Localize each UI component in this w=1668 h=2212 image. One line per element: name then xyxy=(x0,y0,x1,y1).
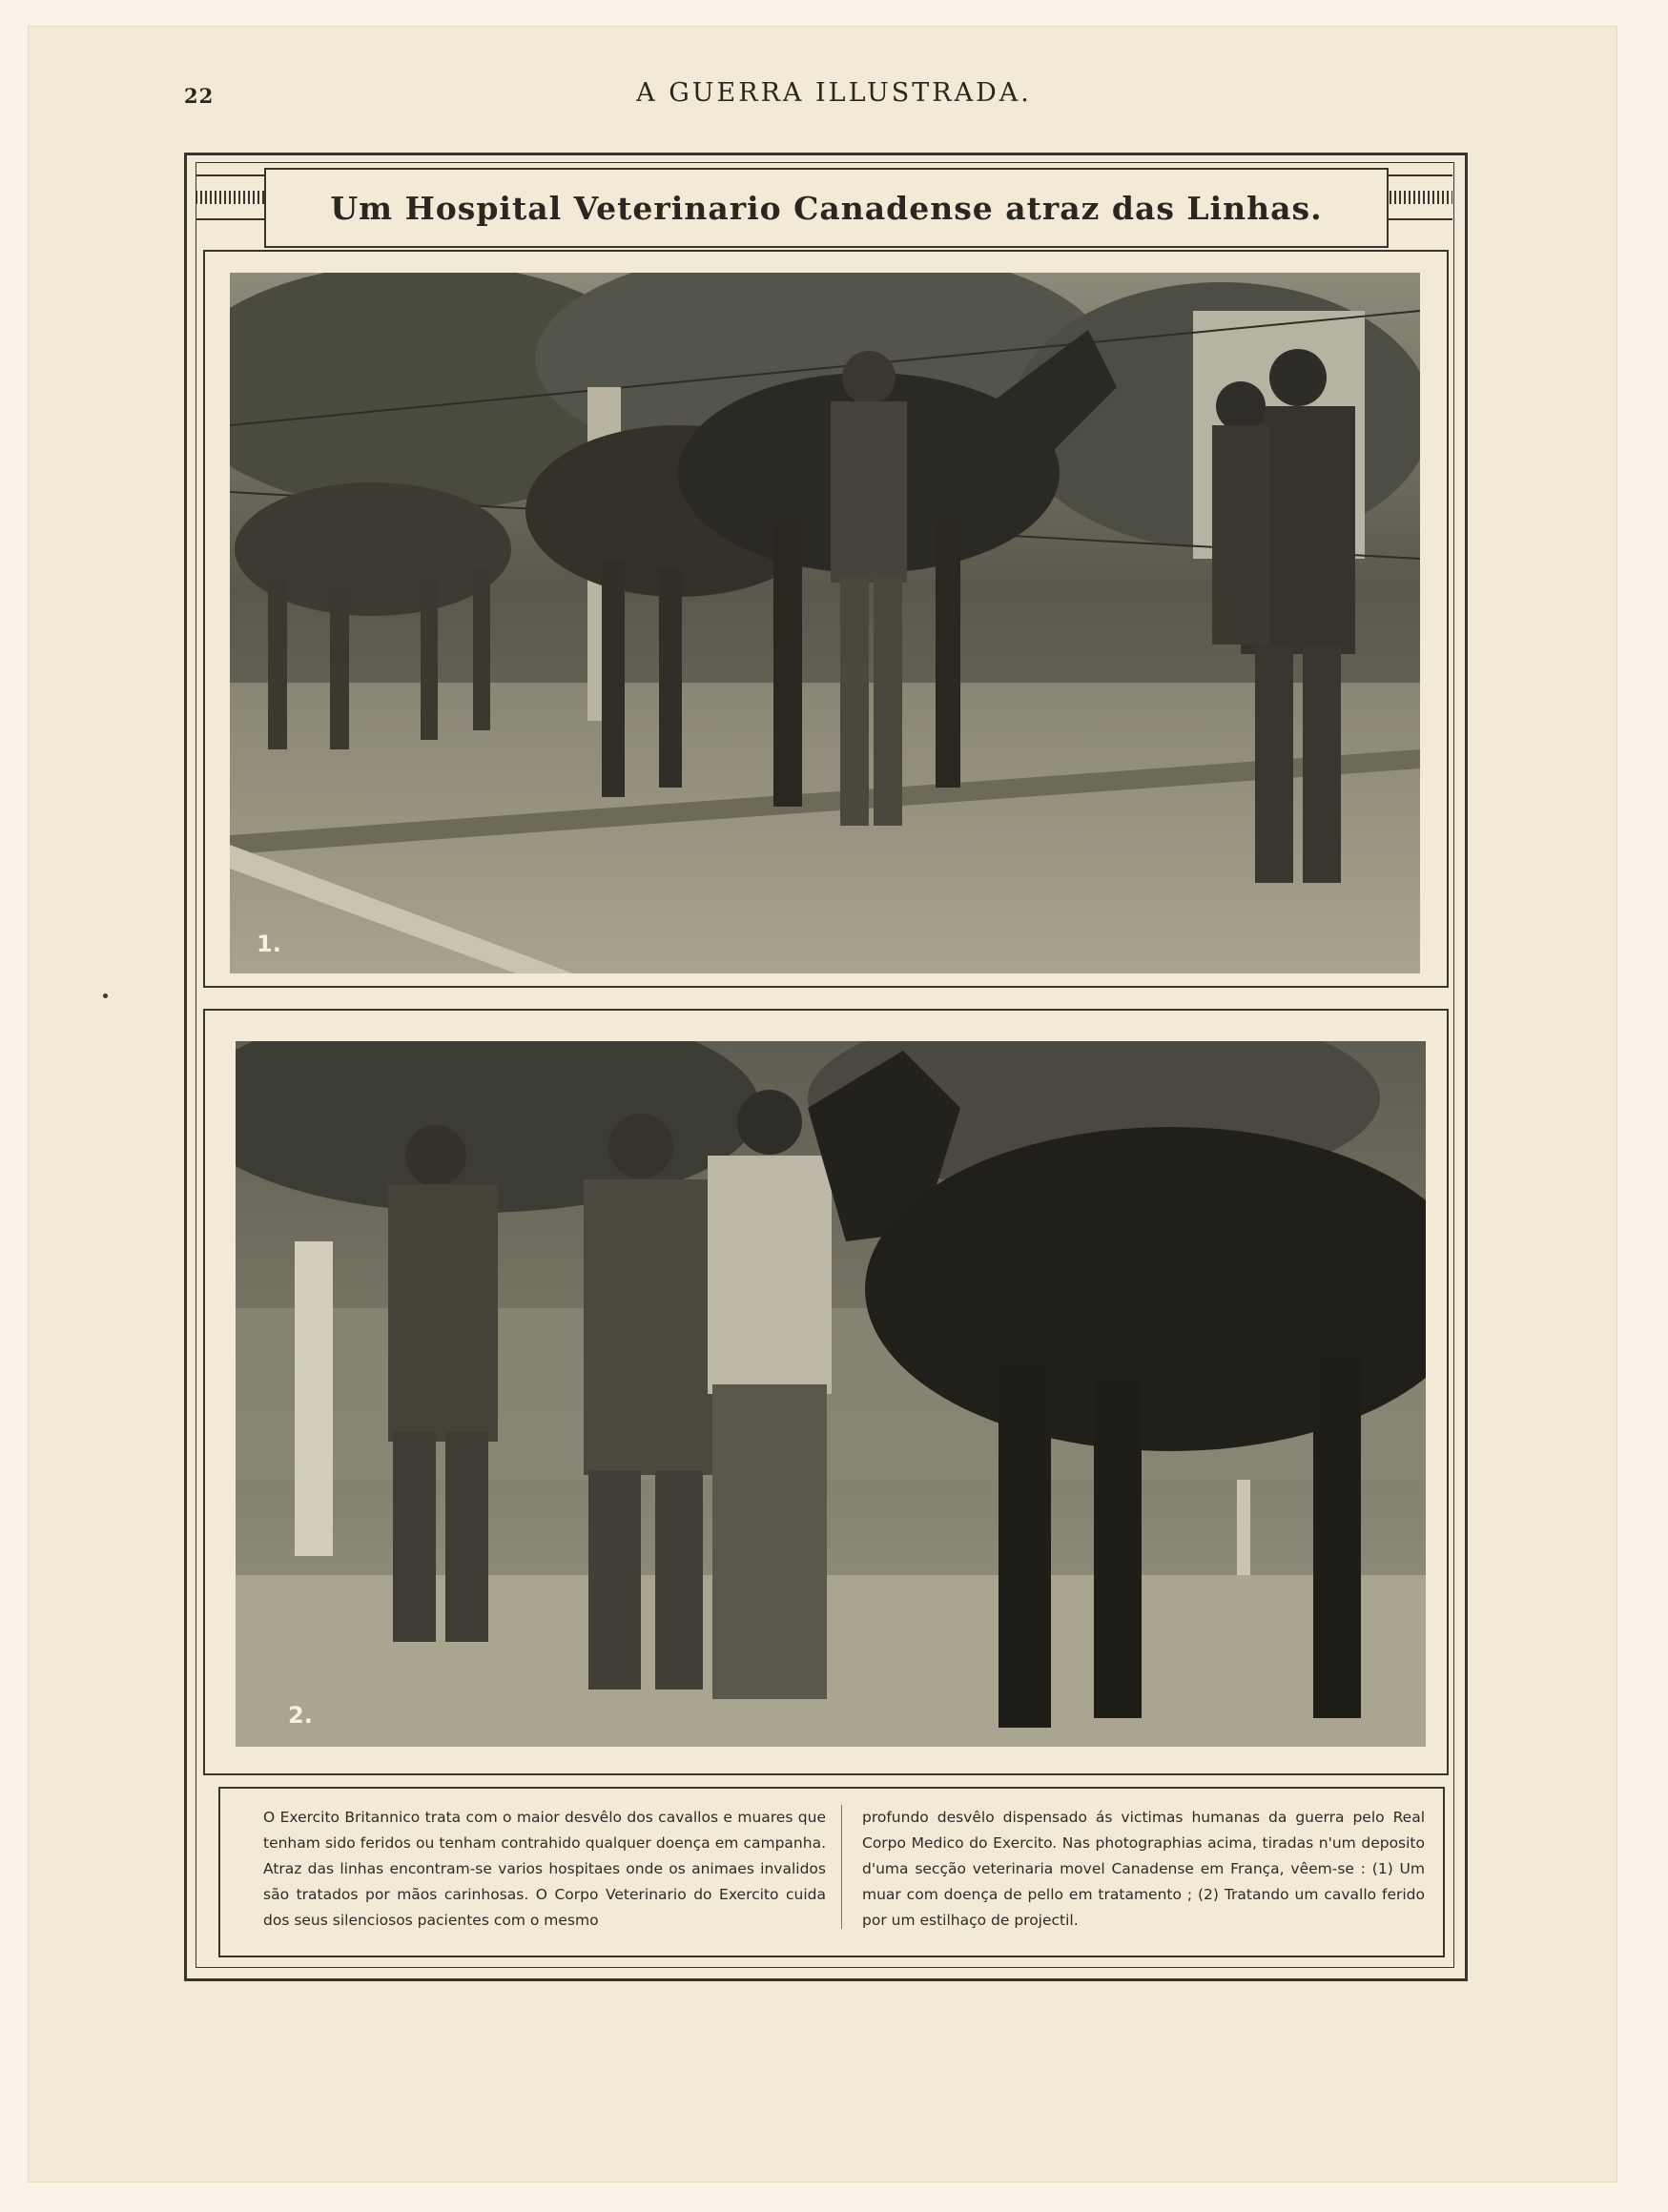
photo-1-number: 1. xyxy=(257,931,281,957)
article-title-box xyxy=(264,168,1389,248)
title-ornament-right xyxy=(1385,174,1452,220)
photo-2-number: 2. xyxy=(288,1702,313,1729)
photo-2-horse-wound-treatment xyxy=(236,1041,1426,1747)
photo-2-image xyxy=(236,1041,1426,1747)
paper-speck xyxy=(103,993,108,998)
caption-left-column: O Exercito Britannico trata com o maior desvêlo dos cavallos e muares que tenham sido feridos ou tenham contrahido qualquer doença em campanha. Atraz das linhas encontram-se varios hospitaes onde os animaes invalidos são tratados por mãos carinhosas. O Corpo Veterinario do Exercito cuida dos seus silenciosos pacientes com o mesmo xyxy=(263,1809,826,1929)
page-number: 22 xyxy=(184,84,215,108)
photo-1-mule-treatment xyxy=(230,273,1420,973)
article-title: Um Hospital Veterinario Canadense atraz das Linhas. xyxy=(330,189,1323,227)
caption-column-divider xyxy=(841,1805,842,1929)
caption-right-column: profundo desvêlo dispensado ás victimas humanas da guerra pelo Real Corpo Medico do Exercito. Nas photographias acima, tiradas n'um deposito d'uma secção veterinaria movel Canadense em França, vêem-se : (1) Um muar com doença de pello em tratamento ; (2) Tratando um cavallo ferido por um estilhaço de projectil. xyxy=(862,1809,1425,1929)
photo-1-image xyxy=(230,273,1420,973)
title-ornament-left xyxy=(196,174,264,220)
publication-title: A GUERRA ILLUSTRADA. xyxy=(636,78,1032,108)
